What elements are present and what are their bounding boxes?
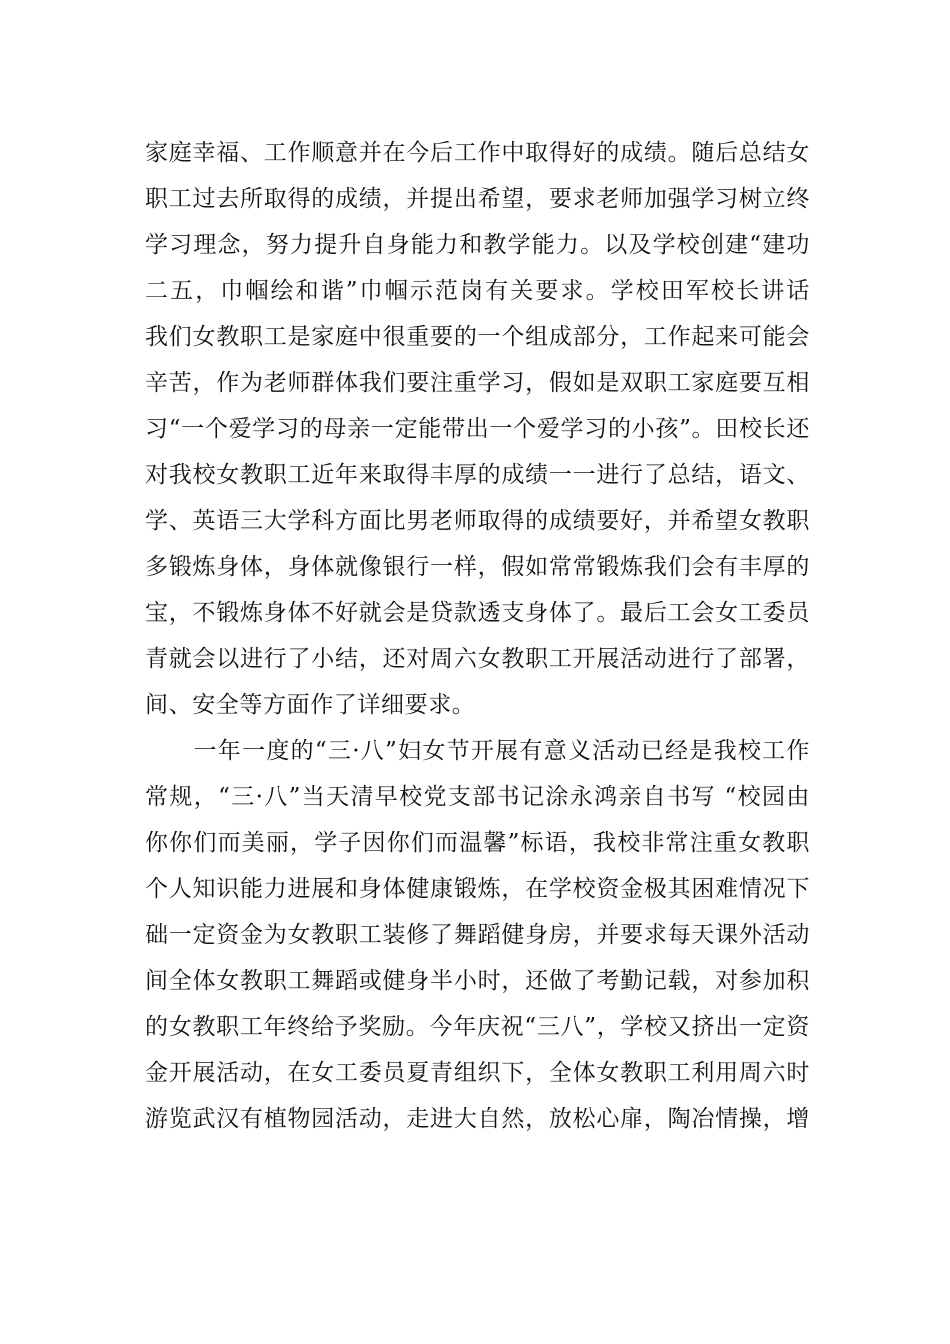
text-line: 习“一个爱学习的母亲一定能带出一个爱学习的小孩”。田校长还 bbox=[145, 416, 810, 442]
text-line: 游览武汉有植物园活动，走进大自然，放松心扉，陶冶情操，增 bbox=[145, 1106, 810, 1132]
text-line: 间全体女教职工舞蹈或健身半小时，还做了考勤记载，对参加积 bbox=[145, 968, 810, 994]
text-line: 我们女教职工是家庭中很重要的一个组成部分，工作起来可能会 bbox=[145, 324, 810, 350]
text-line: 家庭幸福、工作顺意并在今后工作中取得好的成绩。随后总结女 bbox=[145, 140, 810, 166]
text-line: 宝，不锻炼身体不好就会是贷款透支身体了。最后工会女工委员 bbox=[145, 600, 810, 626]
text-line: 学习理念，努力提升自身能力和教学能力。以及学校创建“建功 bbox=[145, 232, 810, 258]
text-line: 学、英语三大学科方面比男老师取得的成绩要好，并希望女教职 bbox=[145, 508, 810, 534]
text-line-last: 间、安全等方面作了详细要求。 bbox=[145, 692, 476, 718]
text-line: 辛苦，作为老师群体我们要注重学习，假如是双职工家庭要互相 bbox=[145, 370, 810, 396]
text-line: 个人知识能力进展和身体健康锻炼，在学校资金极其困难情况下 bbox=[145, 876, 810, 902]
paragraph-1 bbox=[145, 130, 810, 728]
text-line: 金开展活动，在女工委员夏青组织下，全体女教职工利用周六时 bbox=[145, 1060, 810, 1086]
text-line: 础一定资金为女教职工装修了舞蹈健身房，并要求每天课外活动 bbox=[145, 922, 810, 948]
text-line: 对我校女教职工近年来取得丰厚的成绩一一进行了总结，语文、 bbox=[145, 462, 810, 488]
text-line: 的女教职工年终给予奖励。今年庆祝“三八”，学校又挤出一定资 bbox=[145, 1014, 810, 1040]
text-line: 二五，巾帼绘和谐”巾帼示范岗有关要求。学校田军校长讲话 bbox=[145, 278, 810, 304]
body-text bbox=[145, 130, 810, 1142]
text-line: 多锻炼身体，身体就像银行一样，假如常常锻炼我们会有丰厚的 bbox=[145, 554, 810, 580]
paragraph-2 bbox=[145, 728, 810, 1142]
text-line-first: 一年一度的“三·八”妇女节开展有意义活动已经是我校工作 bbox=[145, 738, 810, 764]
text-line: 职工过去所取得的成绩，并提出希望，要求老师加强学习树立终 bbox=[145, 186, 810, 212]
text-line: 常规，“三·八”当天清早校党支部书记涂永鸿亲自书写 “校园由 bbox=[145, 784, 810, 810]
text-line: 青就会以进行了小结，还对周六女教职工开展活动进行了部署， bbox=[145, 646, 810, 672]
text-line: 你你们而美丽，学子因你们而温馨”标语，我校非常注重女教职 bbox=[145, 830, 810, 856]
